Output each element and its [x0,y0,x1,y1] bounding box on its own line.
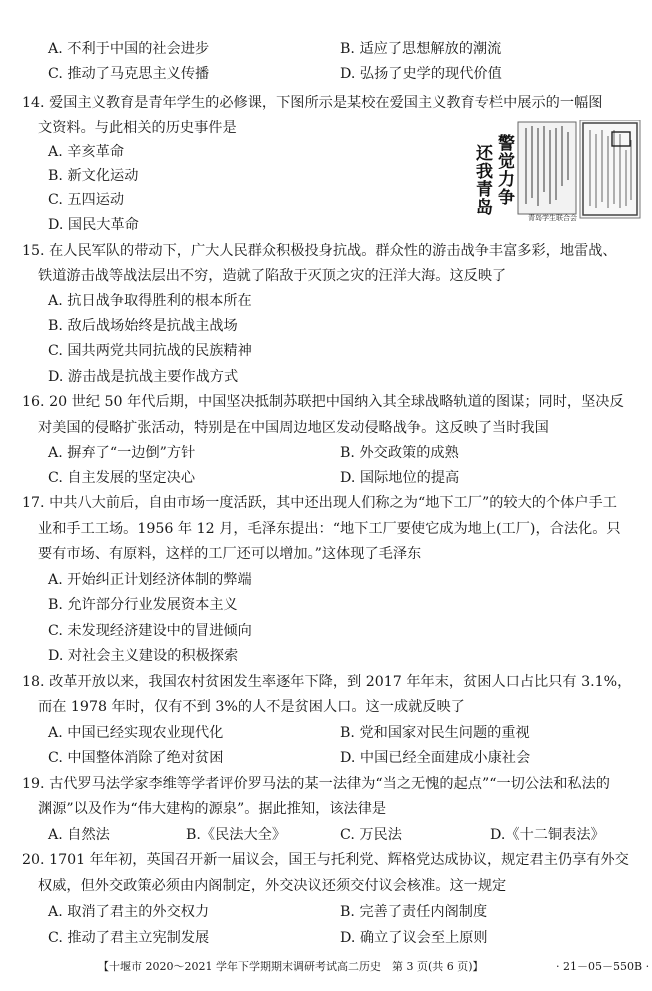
q20-option-d: D. 确立了议会至上原则 [340,930,488,946]
q15-option-b: B. 敌后战场始终是抗战主战场 [48,318,238,334]
q13-option-a: A. 不利于中国的社会进步 [48,41,210,57]
poster-bottom-caption: 青岛学生联合会 [528,214,577,222]
poster-vertical-text-1: 警觉力争 [494,134,514,206]
q20-option-a: A. 取消了君主的外交权力 [48,904,210,920]
q17-option-d: D. 对社会主义建设的积极探索 [48,648,239,664]
footer-code: · 21－05－550B · [556,960,650,973]
q17-stem-line-1: 17. 中共八大前后，自由市场一度活跃，其中还出现人们称之为“地下工厂”的较大的个体户手工 [22,495,617,511]
q19-option-a: A. 自然法 [48,827,110,843]
q16-stem-line-1: 16. 20 世纪 50 年代后期，中国坚决抵制苏联把中国纳入其全球战略轨道的图谋；同时，坚决反 [22,394,624,410]
q17-option-c: C. 未发现经济建设中的冒进倾向 [48,623,252,639]
q16-option-c: C. 自主发展的坚定决心 [48,470,196,486]
q14-stem-line-1: 14. 爱国主义教育是青年学生的必修课，下图所示是某校在爱国主义教育专栏中展示的一幅图 [22,95,603,111]
q19-option-d: D.《十二铜表法》 [490,827,605,843]
q13-option-d: D. 弘扬了史学的现代价值 [340,66,502,82]
q14-option-c: C. 五四运动 [48,192,125,208]
q13-option-c: C. 推动了马克思主义传播 [48,66,210,82]
q18-stem-line-1: 18. 改革开放以来，我国农村贫困发生率逐年下降，到 2017 年年末，贫困人口占比只有 3.1%， [22,674,632,690]
q15-option-c: C. 国共两党共同抗战的民族精神 [48,343,252,359]
q18-option-a: A. 中国已经实现农业现代化 [48,725,224,741]
poster-vertical-text-2: 还我青岛 [472,144,492,216]
q17-option-b: B. 允许部分行业发展资本主义 [48,597,238,613]
q20-option-b: B. 完善了责任内阁制度 [340,904,488,920]
q14-option-d: D. 国民大革命 [48,217,139,233]
q18-option-c: C. 中国整体消除了绝对贫困 [48,750,224,766]
q19-stem-line-2: 渊源”以及作为“伟大建构的源泉”。据此推知，该法律是 [38,801,387,817]
q15-stem-line-2: 铁道游击战等战法层出不穷，造就了陷敌于灭顶之灾的汪洋大海。这反映了 [38,268,507,284]
footer-exam-info: 【十堰市 2020～2021 学年下学期期末调研考试高二历史 第 3 页(共 6 页)】 [98,960,484,973]
q16-stem-line-2: 对美国的侵略扩张活动，特别是在中国周边地区发动侵略战争。这反映了当时我国 [38,420,549,436]
q19-stem-line-1: 19. 古代罗马法学家李维等学者评价罗马法的某一法律为“当之无愧的起点”“一切公法和私法的 [22,776,610,792]
q14-option-a: A. 辛亥革命 [48,144,125,160]
student-poster-image [470,120,642,222]
q13-option-b: B. 适应了思想解放的潮流 [340,41,502,57]
q19-option-c: C. 万民法 [340,827,402,843]
q17-stem-line-2: 业和手工工场。1956 年 12 月，毛泽东提出：“地下工厂要使它成为地上(工厂)，合法化。只 [38,521,621,537]
q14-option-b: B. 新文化运动 [48,168,139,184]
q18-option-d: D. 中国已经全面建成小康社会 [340,750,531,766]
q16-option-b: B. 外交政策的成熟 [340,445,459,461]
q16-option-d: D. 国际地位的提高 [340,470,460,486]
q15-stem-line-1: 15. 在人民军队的带动下，广大人民群众积极投身抗战。群众性的游击战争丰富多彩，地雷战、 [22,243,617,259]
q15-option-a: A. 抗日战争取得胜利的根本所在 [48,293,252,309]
q20-stem-line-1: 20. 1701 年年初，英国召开新一届议会，国王与托利党、辉格党达成协议，规定君主仍享有外交 [22,852,629,868]
q18-option-b: B. 党和国家对民生问题的重视 [340,725,530,741]
q16-option-a: A. 摒弃了“一边倒”方针 [48,445,196,461]
q17-option-a: A. 开始纠正计划经济体制的弊端 [48,572,252,588]
q15-option-d: D. 游击战是抗战主要作战方式 [48,369,239,385]
q14-stem-line-2: 文资料。与此相关的历史事件是 [38,120,237,136]
q19-option-b: B.《民法大全》 [186,827,287,843]
q17-stem-line-3: 要有市场、有原料，这样的工厂还可以增加。”这体现了毛泽东 [38,546,422,562]
q18-stem-line-2: 而在 1978 年时，仅有不到 3%的人不是贫困人口。这一成就反映了 [38,699,465,715]
q20-option-c: C. 推动了君主立宪制发展 [48,930,210,946]
q20-stem-line-2: 权威，但外交政策必须由内阁制定，外交决议还须交付议会核准。这一规定 [38,878,507,894]
